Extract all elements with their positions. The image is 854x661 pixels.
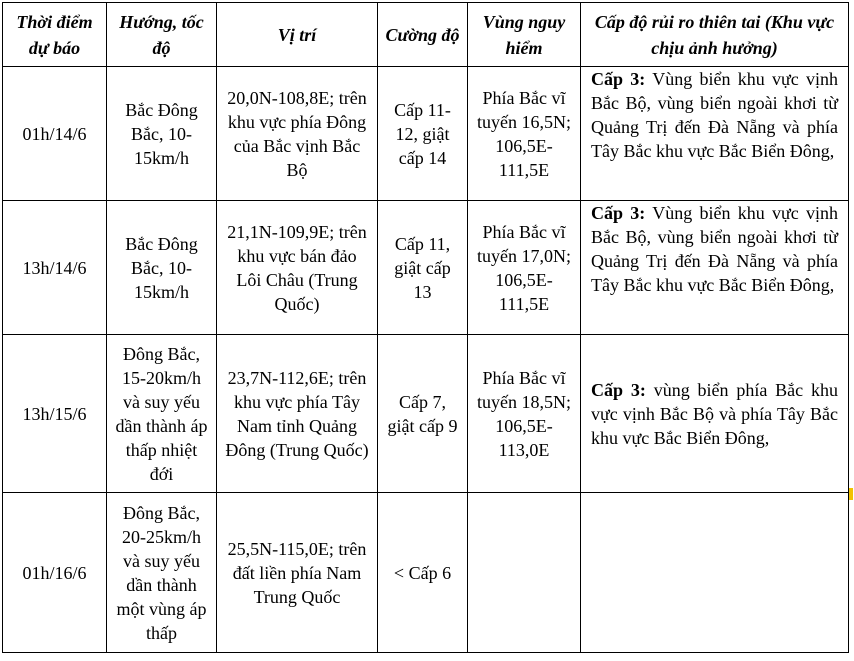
cell-position: 20,0N-108,8E; trên khu vực phía Đông của Bắc vịnh Bắc Bộ (217, 67, 378, 201)
cell-intensity: < Cấp 6 (378, 493, 468, 653)
cell-intensity: Cấp 11, giật cấp 13 (378, 201, 468, 335)
table-row (3, 493, 849, 653)
cell-direction: Bắc Đông Bắc, 10-15km/h (107, 67, 217, 201)
header-direction: Hướng, tốc độ (107, 3, 217, 67)
header-intensity: Cường độ (378, 3, 468, 67)
risk-level-label: Cấp 3: (591, 203, 646, 223)
table-row (3, 201, 849, 335)
cell-position: 25,5N-115,0E; trên đất liền phía Nam Trung Quốc (217, 493, 378, 653)
header-position: Vị trí (217, 3, 378, 67)
cell-intensity: Cấp 11-12, giật cấp 14 (378, 67, 468, 201)
cell-risk (581, 201, 849, 335)
cell-time: 13h/14/6 (3, 201, 107, 335)
cell-time: 01h/14/6 (3, 67, 107, 201)
cell-time: 01h/16/6 (3, 493, 107, 653)
header-risk: Cấp độ rủi ro thiên tai (Khu vực chịu ảnh hưởng) (581, 3, 849, 67)
header-danger-zone: Vùng nguy hiểm (468, 3, 581, 67)
risk-area-text: Vùng biển khu vực vịnh Bắc Bộ, vùng biển ngoài khơi từ Quảng Trị đến Đà Nẵng và phía Tây Bắc khu vực Bắc Biển Đông, (591, 203, 838, 295)
cell-danger-zone: Phía Bắc vĩ tuyến 18,5N; 106,5E-113,0E (468, 335, 581, 493)
text-cursor-mark (849, 488, 853, 500)
cell-direction: Đông Bắc, 20-25km/h và suy yếu dần thành một vùng áp thấp (107, 493, 217, 653)
header-row (3, 3, 849, 67)
table-row (3, 335, 849, 493)
risk-level-label: Cấp 3: (591, 379, 646, 400)
cell-intensity: Cấp 7, giật cấp 9 (378, 335, 468, 493)
cell-direction: Bắc Đông Bắc, 10-15km/h (107, 201, 217, 335)
risk-level-label: Cấp 3: (591, 69, 646, 89)
risk-area-text: Vùng biển khu vực vịnh Bắc Bộ, vùng biển ngoài khơi từ Quảng Trị đến Đà Nẵng và phía Tây Bắc khu vực Bắc Biển Đông, (591, 69, 838, 161)
cell-risk (581, 493, 849, 653)
cell-position: 21,1N-109,9E; trên khu vực bán đảo Lôi Châu (Trung Quốc) (217, 201, 378, 335)
risk-area-text: vùng biển phía Bắc khu vực vịnh Bắc Bộ và phía Tây Bắc khu vực Bắc Biển Đông, (591, 379, 838, 448)
cell-position: 23,7N-112,6E; trên khu vực phía Tây Nam tỉnh Quảng Đông (Trung Quốc) (217, 335, 378, 493)
cell-danger-zone: Phía Bắc vĩ tuyến 16,5N; 106,5E-111,5E (468, 67, 581, 201)
forecast-table (2, 2, 849, 653)
cell-danger-zone: Phía Bắc vĩ tuyến 17,0N; 106,5E-111,5E (468, 201, 581, 335)
table-row (3, 67, 849, 201)
cell-time: 13h/15/6 (3, 335, 107, 493)
cell-danger-zone (468, 493, 581, 653)
cell-risk (581, 67, 849, 201)
cell-direction: Đông Bắc, 15-20km/h và suy yếu dần thành áp thấp nhiệt đới (107, 335, 217, 493)
cell-risk (581, 335, 849, 493)
header-time: Thời điểm dự báo (3, 3, 107, 67)
